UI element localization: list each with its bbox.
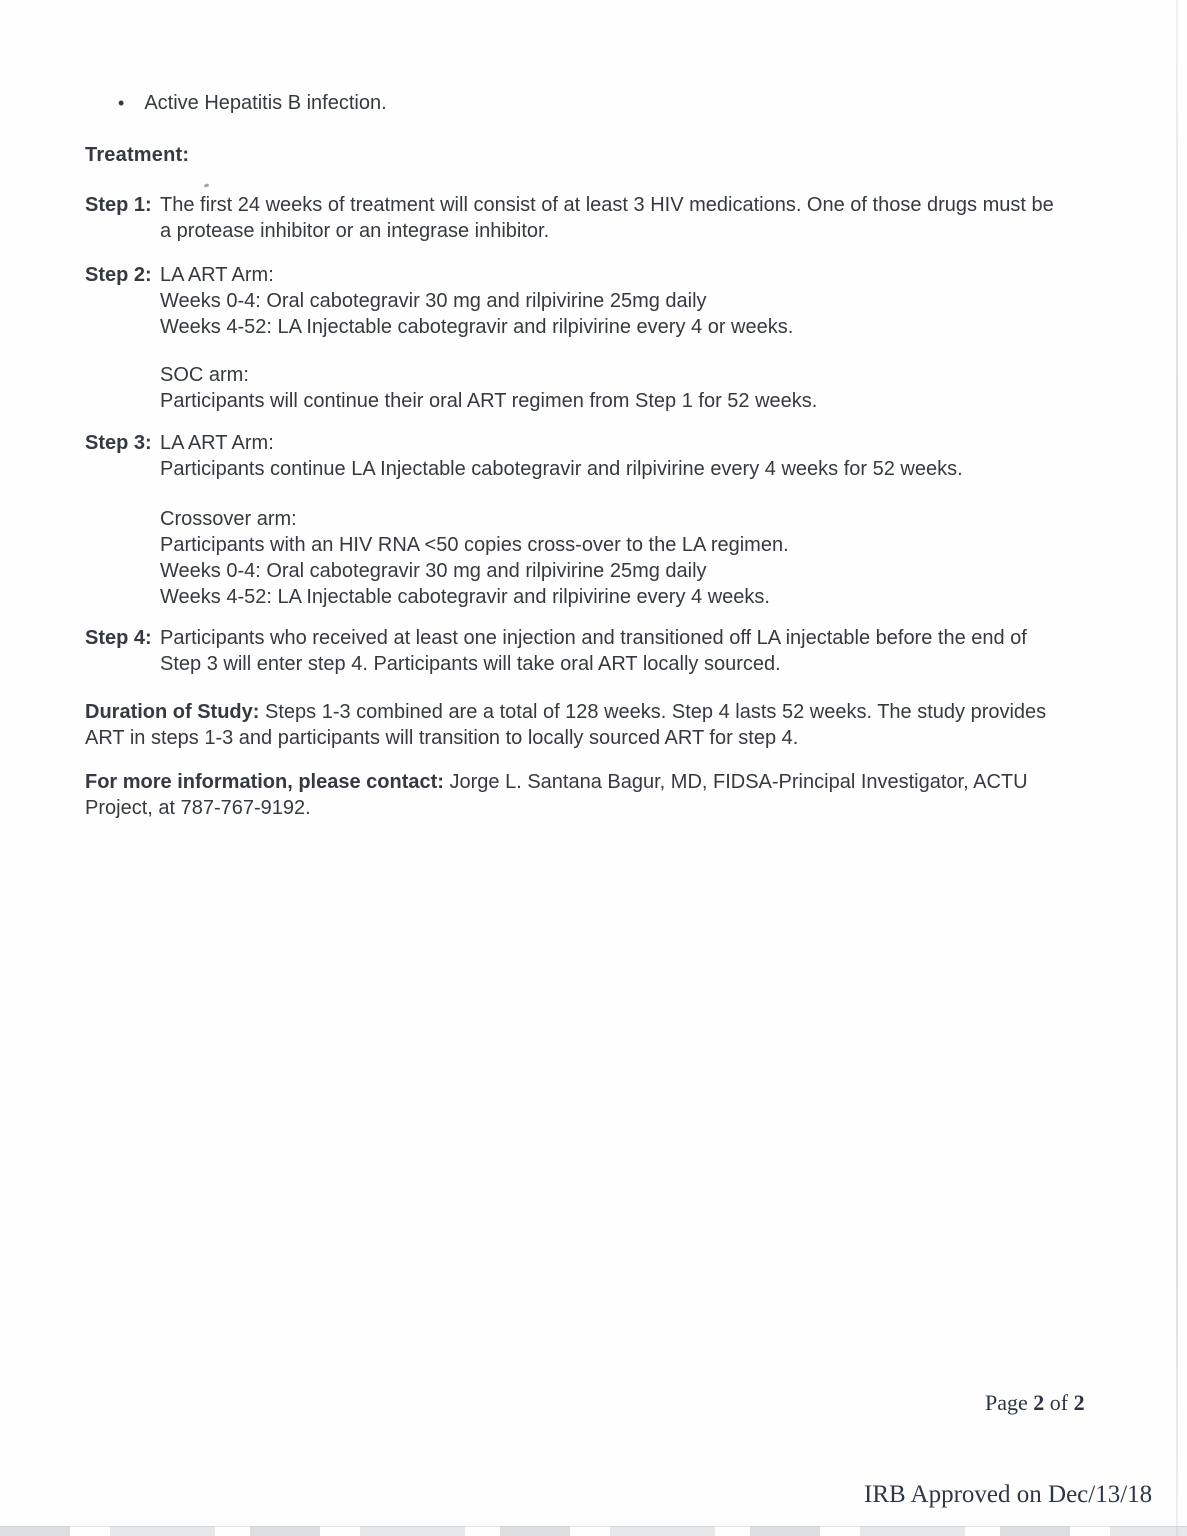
step-1-line-1: The first 24 weeks of treatment will consist of at least 3 HIV medications. One of those drugs must be <box>160 194 1054 216</box>
contact-line-2: Project, at 787-767-9192. <box>85 797 311 819</box>
contact-line-1 <box>85 769 1095 795</box>
step-1-label: Step 1: <box>85 194 152 216</box>
step-2-label: Step 2: <box>85 264 152 286</box>
page-of-word: of <box>1049 1390 1069 1415</box>
step-4 <box>85 625 1150 677</box>
page-number-footer <box>985 1390 1085 1416</box>
step-2-arm-2-title: SOC arm: <box>160 364 249 386</box>
step-3-arm-2-line-3: Weeks 4-52: LA Injectable cabotegravir and rilpivirine every 4 weeks. <box>160 586 770 608</box>
step-3-arm-2-line-1: Participants with an HIV RNA <50 copies cross-over to the LA regimen. <box>160 534 789 556</box>
page-number: 2 <box>1033 1390 1045 1415</box>
step-2 <box>85 262 1150 414</box>
step-3-arm-1-title: LA ART Arm: <box>160 432 274 454</box>
treatment-heading: Treatment: <box>85 144 190 166</box>
scan-artifact-right-edge <box>1176 0 1178 1536</box>
irb-approval-stamp: IRB Approved on Dec/13/18 <box>864 1481 1153 1508</box>
step-2-arm-1-title: LA ART Arm: <box>160 264 274 286</box>
step-3 <box>85 430 1150 610</box>
exclusion-bullet-text: Active Hepatitis B infection. <box>144 92 387 114</box>
bullet-icon: • <box>118 93 125 113</box>
contact-label: For more information, please contact: <box>85 771 444 793</box>
step-3-arm-2-title: Crossover arm: <box>160 508 297 530</box>
step-2-arm-2-line-1: Participants will continue their oral ART regimen from Step 1 for 52 weeks. <box>160 390 818 412</box>
step-4-label: Step 4: <box>85 627 152 649</box>
page-total: 2 <box>1073 1390 1085 1415</box>
step-4-line-1: Participants who received at least one injection and transitioned off LA injectable before the end of <box>160 627 1027 649</box>
contact-line-1-text: Jorge L. Santana Bagur, MD, FIDSA-Principal Investigator, ACTU <box>449 771 1028 793</box>
step-1 <box>85 192 1150 244</box>
step-2-arm-1-line-2: Weeks 4-52: LA Injectable cabotegravir and rilpivirine every 4 or weeks. <box>160 316 794 338</box>
duration-line-1-text: Steps 1-3 combined are a total of 128 weeks. Step 4 lasts 52 weeks. The study provides <box>265 701 1047 723</box>
exclusion-bullet-item <box>118 90 1187 116</box>
contact-paragraph <box>85 769 1095 821</box>
duration-label: Duration of Study: <box>85 701 260 723</box>
step-3-arm-2-line-2: Weeks 0-4: Oral cabotegravir 30 mg and rilpivirine 25mg daily <box>160 560 707 582</box>
step-2-arm-1-line-1: Weeks 0-4: Oral cabotegravir 30 mg and rilpivirine 25mg daily <box>160 290 707 312</box>
step-3-arm-1-line-1: Participants continue LA Injectable cabotegravir and rilpivirine every 4 weeks for 52 weeks. <box>160 458 963 480</box>
step-1-line-2: a protease inhibitor or an integrase inhibitor. <box>160 220 550 242</box>
page-word: Page <box>985 1390 1028 1415</box>
step-3-label: Step 3: <box>85 432 152 454</box>
scan-artifact-bottom-edge <box>0 1526 1187 1536</box>
duration-line-1 <box>85 699 1095 725</box>
duration-of-study-paragraph <box>85 699 1095 751</box>
duration-line-2: ART in steps 1-3 and participants will transition to locally sourced ART for step 4. <box>85 727 799 749</box>
step-4-line-2: Step 3 will enter step 4. Participants will take oral ART locally sourced. <box>160 653 781 675</box>
